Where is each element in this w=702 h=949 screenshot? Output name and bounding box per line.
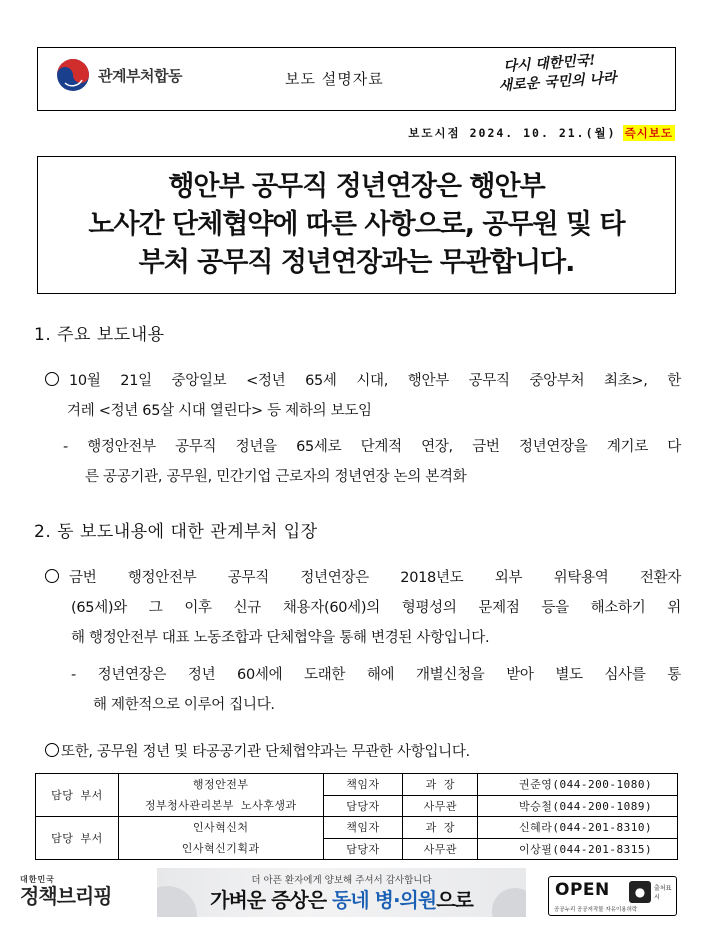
contact-name: 이상필(044-201-8315) xyxy=(478,838,678,860)
campaign-banner[interactable] xyxy=(157,868,526,917)
release-tag: 즉시보도 xyxy=(624,126,673,140)
dept-name xyxy=(118,817,323,860)
government-logo xyxy=(56,58,182,92)
slogan-line1: 다시 대한민국! xyxy=(502,52,596,75)
section2-dash-line1: - 정년연장은 정년 60세에 도래한 해에 개별신청을 받아 별도 심사를 통 xyxy=(71,667,681,683)
banner-top-text: 더 아픈 환자에게 양보해 주셔서 감사합니다 xyxy=(251,875,432,886)
header-box xyxy=(37,47,676,111)
contact-role: 담당자 xyxy=(323,795,403,817)
section1-bullet-line1: 10월 21일 중앙일보 <정년 65세 시대, 행안부 공무직 중앙부처 최초>, 한 xyxy=(69,373,681,389)
table-row xyxy=(36,774,678,796)
banner-pre: 가벼운 증상은 xyxy=(210,888,333,912)
dept-org: 행정안전부 xyxy=(192,778,249,791)
contact-name: 권준영(044-200-1080) xyxy=(478,774,678,796)
section2-bullet2-text: 또한, 공무원 정년 및 타공공기관 단체협약과는 무관한 사항입니다. xyxy=(61,744,470,760)
dept-label: 담당 부서 xyxy=(36,817,119,860)
brief-small: 대한민국 xyxy=(20,875,55,884)
contact-title: 사무관 xyxy=(403,838,478,860)
section1-bullet-line2: 겨레 <정년 65살 시대 열린다> 등 제하의 보도임 xyxy=(67,403,372,419)
title-line2: 노사간 단체협약에 따른 사항으로, 공무원 및 타 xyxy=(88,209,625,240)
table-row xyxy=(36,817,678,839)
section2-dash xyxy=(71,660,681,720)
section1-dash-line2: 른 공공기관, 공무원, 민간기업 근로자의 정년연장 논의 본격화 xyxy=(85,469,467,485)
contact-role: 책임자 xyxy=(323,774,403,796)
taegeuk-icon xyxy=(56,58,90,92)
section2-bullet-line2: (65세)와 그 이후 신규 채용자(60세)의 형평성의 문제점 등을 해소하기 위 xyxy=(71,600,681,616)
section2-bullet-line3: 해 행정안전부 대표 노동조합과 단체협약을 통해 변경된 사항입니다. xyxy=(71,630,490,646)
open-sub: 공공누리 공공저작물 자유이용허락 xyxy=(554,907,638,913)
section2-dash-line2: 해 제한적으로 이루어 집니다. xyxy=(93,697,275,713)
doc-type: 보도 설명자료 xyxy=(285,70,384,88)
section1-dash xyxy=(63,432,681,492)
kogl-open-badge[interactable] xyxy=(548,876,677,916)
title-line3: 부처 공무직 정년연장과는 무관합니다. xyxy=(138,247,575,278)
title-box xyxy=(37,156,676,294)
banner-main-text xyxy=(157,884,526,913)
banner-highlight: 동네 병·의원 xyxy=(332,888,437,912)
dept-label: 담당 부서 xyxy=(36,774,119,817)
footer xyxy=(0,868,702,928)
circle-bullet-icon xyxy=(45,569,59,583)
contact-name: 신혜라(044-201-8310) xyxy=(478,817,678,839)
contact-title: 과 장 xyxy=(403,817,478,839)
slogan xyxy=(498,50,618,96)
dept-division: 인사혁신기획과 xyxy=(181,842,260,855)
org-name: 관계부처합동 xyxy=(98,66,182,85)
brief-big: 정책브리핑 xyxy=(20,884,112,908)
section1-heading: 1. 주요 보도내용 xyxy=(34,325,165,345)
open-icon-label: 출처표시 xyxy=(654,885,672,901)
dept-division: 정부청사관리본부 노사후생과 xyxy=(144,799,297,812)
section1-bullet xyxy=(45,366,681,426)
contact-role: 책임자 xyxy=(323,817,403,839)
open-word: OPEN xyxy=(555,880,610,900)
contact-title: 과 장 xyxy=(403,774,478,796)
section2-bullet xyxy=(45,563,681,653)
dept-name xyxy=(118,774,323,817)
section1-dash-line1: - 행정안전부 공무직 정년을 65세로 단계적 연장, 금번 정년연장을 계기로 다 xyxy=(63,439,681,455)
release-time: 보도시점 2024. 10. 21.(월) xyxy=(408,126,617,140)
banner-post: 으로 xyxy=(436,888,473,912)
circle-bullet-icon xyxy=(45,372,59,386)
slogan-line2: 새로운 국민의 나라 xyxy=(498,70,618,95)
policy-briefing-logo[interactable] xyxy=(20,874,112,907)
contact-title: 사무관 xyxy=(403,795,478,817)
attribution-icon: ● xyxy=(629,881,651,903)
section2-bullet2 xyxy=(45,737,681,767)
contact-role: 담당자 xyxy=(323,838,403,860)
contact-table xyxy=(35,773,678,860)
release-info xyxy=(408,125,675,141)
title-line1: 행안부 공무직 정년연장은 행안부 xyxy=(168,171,545,202)
contact-name: 박승철(044-200-1089) xyxy=(478,795,678,817)
dept-org: 인사혁신처 xyxy=(192,821,249,834)
section2-bullet-line1: 금번 행정안전부 공무직 정년연장은 2018년도 외부 위탁용역 전환자 xyxy=(69,570,681,586)
circle-bullet-icon xyxy=(45,743,59,757)
section2-heading: 2. 동 보도내용에 대한 관계부처 입장 xyxy=(34,522,318,542)
